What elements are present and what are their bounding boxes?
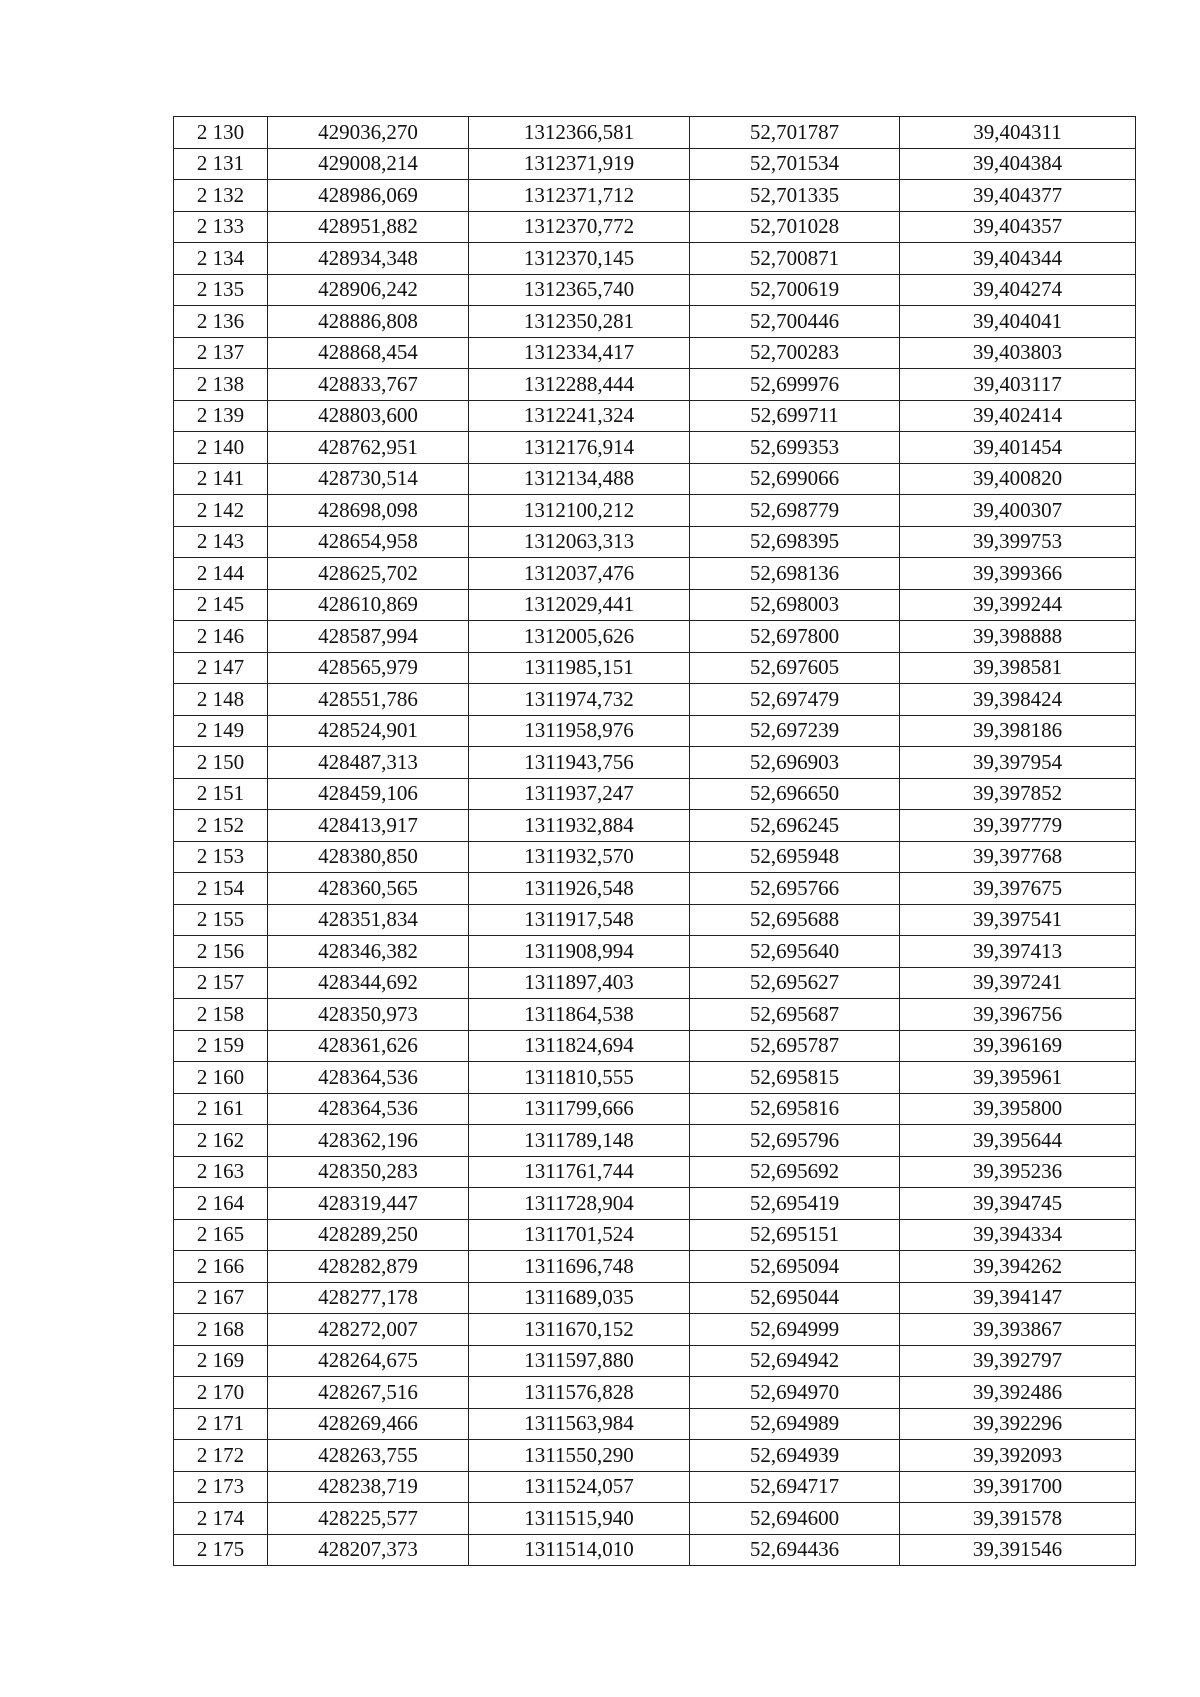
y-coordinate-cell: 1311514,010	[469, 1534, 690, 1566]
longitude-cell: 39,404041	[900, 306, 1136, 338]
y-coordinate-cell: 1311524,057	[469, 1471, 690, 1503]
longitude-cell: 39,394745	[900, 1188, 1136, 1220]
longitude-cell: 39,404311	[900, 117, 1136, 149]
latitude-cell: 52,695688	[690, 904, 900, 936]
x-coordinate-cell: 428282,879	[268, 1251, 469, 1283]
y-coordinate-cell: 1312176,914	[469, 432, 690, 464]
table-row	[174, 1062, 1136, 1094]
latitude-cell: 52,695044	[690, 1282, 900, 1314]
point-number-cell: 2 143	[174, 526, 268, 558]
coordinates-table-body	[174, 117, 1136, 1566]
latitude-cell: 52,694717	[690, 1471, 900, 1503]
x-coordinate-cell: 429036,270	[268, 117, 469, 149]
latitude-cell: 52,694999	[690, 1314, 900, 1346]
table-row	[174, 1093, 1136, 1125]
y-coordinate-cell: 1311799,666	[469, 1093, 690, 1125]
latitude-cell: 52,696245	[690, 810, 900, 842]
point-number-cell: 2 153	[174, 841, 268, 873]
table-row	[174, 1471, 1136, 1503]
y-coordinate-cell: 1311897,403	[469, 967, 690, 999]
point-number-cell: 2 163	[174, 1156, 268, 1188]
table-row	[174, 621, 1136, 653]
latitude-cell: 52,694942	[690, 1345, 900, 1377]
point-number-cell: 2 164	[174, 1188, 268, 1220]
table-row	[174, 369, 1136, 401]
y-coordinate-cell: 1312371,712	[469, 180, 690, 212]
longitude-cell: 39,392486	[900, 1377, 1136, 1409]
y-coordinate-cell: 1312005,626	[469, 621, 690, 653]
x-coordinate-cell: 428277,178	[268, 1282, 469, 1314]
y-coordinate-cell: 1312063,313	[469, 526, 690, 558]
longitude-cell: 39,398424	[900, 684, 1136, 716]
table-row	[174, 684, 1136, 716]
point-number-cell: 2 133	[174, 211, 268, 243]
x-coordinate-cell: 428803,600	[268, 400, 469, 432]
longitude-cell: 39,397541	[900, 904, 1136, 936]
point-number-cell: 2 151	[174, 778, 268, 810]
latitude-cell: 52,694939	[690, 1440, 900, 1472]
table-row	[174, 1408, 1136, 1440]
longitude-cell: 39,395236	[900, 1156, 1136, 1188]
latitude-cell: 52,701335	[690, 180, 900, 212]
point-number-cell: 2 172	[174, 1440, 268, 1472]
point-number-cell: 2 170	[174, 1377, 268, 1409]
latitude-cell: 52,695948	[690, 841, 900, 873]
latitude-cell: 52,695151	[690, 1219, 900, 1251]
table-row	[174, 1282, 1136, 1314]
longitude-cell: 39,395644	[900, 1125, 1136, 1157]
longitude-cell: 39,398888	[900, 621, 1136, 653]
y-coordinate-cell: 1312134,488	[469, 463, 690, 495]
point-number-cell: 2 157	[174, 967, 268, 999]
x-coordinate-cell: 428350,283	[268, 1156, 469, 1188]
table-row	[174, 652, 1136, 684]
y-coordinate-cell: 1311728,904	[469, 1188, 690, 1220]
x-coordinate-cell: 428225,577	[268, 1503, 469, 1535]
point-number-cell: 2 173	[174, 1471, 268, 1503]
table-row	[174, 117, 1136, 149]
longitude-cell: 39,395961	[900, 1062, 1136, 1094]
latitude-cell: 52,695815	[690, 1062, 900, 1094]
point-number-cell: 2 175	[174, 1534, 268, 1566]
y-coordinate-cell: 1311696,748	[469, 1251, 690, 1283]
latitude-cell: 52,694436	[690, 1534, 900, 1566]
point-number-cell: 2 155	[174, 904, 268, 936]
point-number-cell: 2 159	[174, 1030, 268, 1062]
longitude-cell: 39,392797	[900, 1345, 1136, 1377]
table-row	[174, 1219, 1136, 1251]
longitude-cell: 39,393867	[900, 1314, 1136, 1346]
y-coordinate-cell: 1312370,145	[469, 243, 690, 275]
longitude-cell: 39,394147	[900, 1282, 1136, 1314]
longitude-cell: 39,396756	[900, 999, 1136, 1031]
longitude-cell: 39,399753	[900, 526, 1136, 558]
x-coordinate-cell: 428364,536	[268, 1093, 469, 1125]
latitude-cell: 52,700619	[690, 274, 900, 306]
point-number-cell: 2 156	[174, 936, 268, 968]
x-coordinate-cell: 428360,565	[268, 873, 469, 905]
latitude-cell: 52,699066	[690, 463, 900, 495]
y-coordinate-cell: 1312029,441	[469, 589, 690, 621]
longitude-cell: 39,391700	[900, 1471, 1136, 1503]
longitude-cell: 39,397954	[900, 747, 1136, 779]
table-row	[174, 967, 1136, 999]
y-coordinate-cell: 1311824,694	[469, 1030, 690, 1062]
table-row	[174, 274, 1136, 306]
y-coordinate-cell: 1311563,984	[469, 1408, 690, 1440]
latitude-cell: 52,701028	[690, 211, 900, 243]
longitude-cell: 39,404357	[900, 211, 1136, 243]
table-row	[174, 1030, 1136, 1062]
longitude-cell: 39,394262	[900, 1251, 1136, 1283]
point-number-cell: 2 144	[174, 558, 268, 590]
x-coordinate-cell: 428238,719	[268, 1471, 469, 1503]
x-coordinate-cell: 428361,626	[268, 1030, 469, 1062]
y-coordinate-cell: 1311761,744	[469, 1156, 690, 1188]
table-row	[174, 1314, 1136, 1346]
point-number-cell: 2 174	[174, 1503, 268, 1535]
table-row	[174, 1188, 1136, 1220]
longitude-cell: 39,397779	[900, 810, 1136, 842]
x-coordinate-cell: 428269,466	[268, 1408, 469, 1440]
table-row	[174, 1503, 1136, 1535]
point-number-cell: 2 154	[174, 873, 268, 905]
point-number-cell: 2 141	[174, 463, 268, 495]
x-coordinate-cell: 428934,348	[268, 243, 469, 275]
x-coordinate-cell: 428625,702	[268, 558, 469, 590]
y-coordinate-cell: 1311864,538	[469, 999, 690, 1031]
x-coordinate-cell: 428351,834	[268, 904, 469, 936]
x-coordinate-cell: 428762,951	[268, 432, 469, 464]
x-coordinate-cell: 428587,994	[268, 621, 469, 653]
x-coordinate-cell: 428698,098	[268, 495, 469, 527]
x-coordinate-cell: 428868,454	[268, 337, 469, 369]
longitude-cell: 39,391578	[900, 1503, 1136, 1535]
latitude-cell: 52,695796	[690, 1125, 900, 1157]
x-coordinate-cell: 428833,767	[268, 369, 469, 401]
point-number-cell: 2 150	[174, 747, 268, 779]
latitude-cell: 52,697479	[690, 684, 900, 716]
x-coordinate-cell: 428906,242	[268, 274, 469, 306]
latitude-cell: 52,695692	[690, 1156, 900, 1188]
latitude-cell: 52,696903	[690, 747, 900, 779]
point-number-cell: 2 161	[174, 1093, 268, 1125]
table-row	[174, 1125, 1136, 1157]
y-coordinate-cell: 1312350,281	[469, 306, 690, 338]
latitude-cell: 52,699976	[690, 369, 900, 401]
latitude-cell: 52,695627	[690, 967, 900, 999]
x-coordinate-cell: 428350,973	[268, 999, 469, 1031]
table-row	[174, 747, 1136, 779]
table-row	[174, 589, 1136, 621]
x-coordinate-cell: 428344,692	[268, 967, 469, 999]
table-row	[174, 810, 1136, 842]
y-coordinate-cell: 1311515,940	[469, 1503, 690, 1535]
y-coordinate-cell: 1311689,035	[469, 1282, 690, 1314]
y-coordinate-cell: 1311908,994	[469, 936, 690, 968]
y-coordinate-cell: 1312334,417	[469, 337, 690, 369]
longitude-cell: 39,392296	[900, 1408, 1136, 1440]
latitude-cell: 52,696650	[690, 778, 900, 810]
latitude-cell: 52,695094	[690, 1251, 900, 1283]
x-coordinate-cell: 428207,373	[268, 1534, 469, 1566]
point-number-cell: 2 135	[174, 274, 268, 306]
longitude-cell: 39,399244	[900, 589, 1136, 621]
longitude-cell: 39,391546	[900, 1534, 1136, 1566]
y-coordinate-cell: 1311926,548	[469, 873, 690, 905]
point-number-cell: 2 158	[174, 999, 268, 1031]
y-coordinate-cell: 1312370,772	[469, 211, 690, 243]
x-coordinate-cell: 428289,250	[268, 1219, 469, 1251]
latitude-cell: 52,698779	[690, 495, 900, 527]
x-coordinate-cell: 428986,069	[268, 180, 469, 212]
y-coordinate-cell: 1312288,444	[469, 369, 690, 401]
point-number-cell: 2 130	[174, 117, 268, 149]
x-coordinate-cell: 428364,536	[268, 1062, 469, 1094]
point-number-cell: 2 148	[174, 684, 268, 716]
x-coordinate-cell: 428610,869	[268, 589, 469, 621]
y-coordinate-cell: 1311597,880	[469, 1345, 690, 1377]
table-row	[174, 936, 1136, 968]
table-row	[174, 715, 1136, 747]
latitude-cell: 52,699353	[690, 432, 900, 464]
point-number-cell: 2 140	[174, 432, 268, 464]
x-coordinate-cell: 428565,979	[268, 652, 469, 684]
y-coordinate-cell: 1311985,151	[469, 652, 690, 684]
y-coordinate-cell: 1311943,756	[469, 747, 690, 779]
table-row	[174, 778, 1136, 810]
longitude-cell: 39,401454	[900, 432, 1136, 464]
latitude-cell: 52,698003	[690, 589, 900, 621]
y-coordinate-cell: 1311701,524	[469, 1219, 690, 1251]
y-coordinate-cell: 1312037,476	[469, 558, 690, 590]
x-coordinate-cell: 428459,106	[268, 778, 469, 810]
table-row	[174, 904, 1136, 936]
latitude-cell: 52,700283	[690, 337, 900, 369]
longitude-cell: 39,399366	[900, 558, 1136, 590]
y-coordinate-cell: 1311576,828	[469, 1377, 690, 1409]
table-row	[174, 841, 1136, 873]
longitude-cell: 39,403803	[900, 337, 1136, 369]
x-coordinate-cell: 428730,514	[268, 463, 469, 495]
longitude-cell: 39,397768	[900, 841, 1136, 873]
y-coordinate-cell: 1311932,884	[469, 810, 690, 842]
point-number-cell: 2 136	[174, 306, 268, 338]
longitude-cell: 39,397241	[900, 967, 1136, 999]
latitude-cell: 52,695787	[690, 1030, 900, 1062]
table-row	[174, 1534, 1136, 1566]
point-number-cell: 2 134	[174, 243, 268, 275]
table-row	[174, 306, 1136, 338]
x-coordinate-cell: 428263,755	[268, 1440, 469, 1472]
point-number-cell: 2 131	[174, 148, 268, 180]
latitude-cell: 52,701534	[690, 148, 900, 180]
point-number-cell: 2 169	[174, 1345, 268, 1377]
table-row	[174, 1251, 1136, 1283]
longitude-cell: 39,392093	[900, 1440, 1136, 1472]
y-coordinate-cell: 1311958,976	[469, 715, 690, 747]
table-row	[174, 873, 1136, 905]
table-row	[174, 211, 1136, 243]
point-number-cell: 2 137	[174, 337, 268, 369]
point-number-cell: 2 152	[174, 810, 268, 842]
point-number-cell: 2 168	[174, 1314, 268, 1346]
latitude-cell: 52,697800	[690, 621, 900, 653]
latitude-cell: 52,694970	[690, 1377, 900, 1409]
table-row	[174, 495, 1136, 527]
x-coordinate-cell: 428524,901	[268, 715, 469, 747]
x-coordinate-cell: 429008,214	[268, 148, 469, 180]
table-row	[174, 1345, 1136, 1377]
longitude-cell: 39,394334	[900, 1219, 1136, 1251]
y-coordinate-cell: 1311550,290	[469, 1440, 690, 1472]
latitude-cell: 52,697605	[690, 652, 900, 684]
y-coordinate-cell: 1312241,324	[469, 400, 690, 432]
latitude-cell: 52,695816	[690, 1093, 900, 1125]
table-row	[174, 1377, 1136, 1409]
table-row	[174, 243, 1136, 275]
longitude-cell: 39,404384	[900, 148, 1136, 180]
table-row	[174, 400, 1136, 432]
longitude-cell: 39,395800	[900, 1093, 1136, 1125]
point-number-cell: 2 147	[174, 652, 268, 684]
latitude-cell: 52,701787	[690, 117, 900, 149]
longitude-cell: 39,403117	[900, 369, 1136, 401]
table-row	[174, 337, 1136, 369]
coordinates-table	[173, 116, 1136, 1566]
point-number-cell: 2 145	[174, 589, 268, 621]
longitude-cell: 39,397675	[900, 873, 1136, 905]
latitude-cell: 52,695419	[690, 1188, 900, 1220]
latitude-cell: 52,700446	[690, 306, 900, 338]
y-coordinate-cell: 1311789,148	[469, 1125, 690, 1157]
latitude-cell: 52,695687	[690, 999, 900, 1031]
x-coordinate-cell: 428272,007	[268, 1314, 469, 1346]
y-coordinate-cell: 1311917,548	[469, 904, 690, 936]
point-number-cell: 2 132	[174, 180, 268, 212]
x-coordinate-cell: 428346,382	[268, 936, 469, 968]
table-row	[174, 463, 1136, 495]
x-coordinate-cell: 428886,808	[268, 306, 469, 338]
x-coordinate-cell: 428319,447	[268, 1188, 469, 1220]
y-coordinate-cell: 1312365,740	[469, 274, 690, 306]
point-number-cell: 2 162	[174, 1125, 268, 1157]
point-number-cell: 2 138	[174, 369, 268, 401]
point-number-cell: 2 146	[174, 621, 268, 653]
longitude-cell: 39,402414	[900, 400, 1136, 432]
longitude-cell: 39,398581	[900, 652, 1136, 684]
point-number-cell: 2 139	[174, 400, 268, 432]
x-coordinate-cell: 428413,917	[268, 810, 469, 842]
latitude-cell: 52,695640	[690, 936, 900, 968]
x-coordinate-cell: 428264,675	[268, 1345, 469, 1377]
x-coordinate-cell: 428654,958	[268, 526, 469, 558]
point-number-cell: 2 149	[174, 715, 268, 747]
point-number-cell: 2 160	[174, 1062, 268, 1094]
x-coordinate-cell: 428362,196	[268, 1125, 469, 1157]
table-row	[174, 999, 1136, 1031]
table-row	[174, 1156, 1136, 1188]
point-number-cell: 2 166	[174, 1251, 268, 1283]
y-coordinate-cell: 1312100,212	[469, 495, 690, 527]
longitude-cell: 39,400307	[900, 495, 1136, 527]
latitude-cell: 52,699711	[690, 400, 900, 432]
x-coordinate-cell: 428951,882	[268, 211, 469, 243]
y-coordinate-cell: 1311974,732	[469, 684, 690, 716]
longitude-cell: 39,400820	[900, 463, 1136, 495]
y-coordinate-cell: 1312371,919	[469, 148, 690, 180]
table-row	[174, 180, 1136, 212]
longitude-cell: 39,397852	[900, 778, 1136, 810]
longitude-cell: 39,404377	[900, 180, 1136, 212]
latitude-cell: 52,698395	[690, 526, 900, 558]
latitude-cell: 52,697239	[690, 715, 900, 747]
y-coordinate-cell: 1311810,555	[469, 1062, 690, 1094]
x-coordinate-cell: 428551,786	[268, 684, 469, 716]
point-number-cell: 2 167	[174, 1282, 268, 1314]
point-number-cell: 2 171	[174, 1408, 268, 1440]
longitude-cell: 39,397413	[900, 936, 1136, 968]
latitude-cell: 52,695766	[690, 873, 900, 905]
y-coordinate-cell: 1311937,247	[469, 778, 690, 810]
longitude-cell: 39,398186	[900, 715, 1136, 747]
y-coordinate-cell: 1312366,581	[469, 117, 690, 149]
y-coordinate-cell: 1311670,152	[469, 1314, 690, 1346]
table-row	[174, 148, 1136, 180]
latitude-cell: 52,694989	[690, 1408, 900, 1440]
table-row	[174, 432, 1136, 464]
point-number-cell: 2 142	[174, 495, 268, 527]
y-coordinate-cell: 1311932,570	[469, 841, 690, 873]
longitude-cell: 39,404344	[900, 243, 1136, 275]
point-number-cell: 2 165	[174, 1219, 268, 1251]
x-coordinate-cell: 428487,313	[268, 747, 469, 779]
longitude-cell: 39,396169	[900, 1030, 1136, 1062]
latitude-cell: 52,698136	[690, 558, 900, 590]
x-coordinate-cell: 428267,516	[268, 1377, 469, 1409]
table-row	[174, 558, 1136, 590]
latitude-cell: 52,694600	[690, 1503, 900, 1535]
table-row	[174, 1440, 1136, 1472]
latitude-cell: 52,700871	[690, 243, 900, 275]
table-row	[174, 526, 1136, 558]
longitude-cell: 39,404274	[900, 274, 1136, 306]
x-coordinate-cell: 428380,850	[268, 841, 469, 873]
